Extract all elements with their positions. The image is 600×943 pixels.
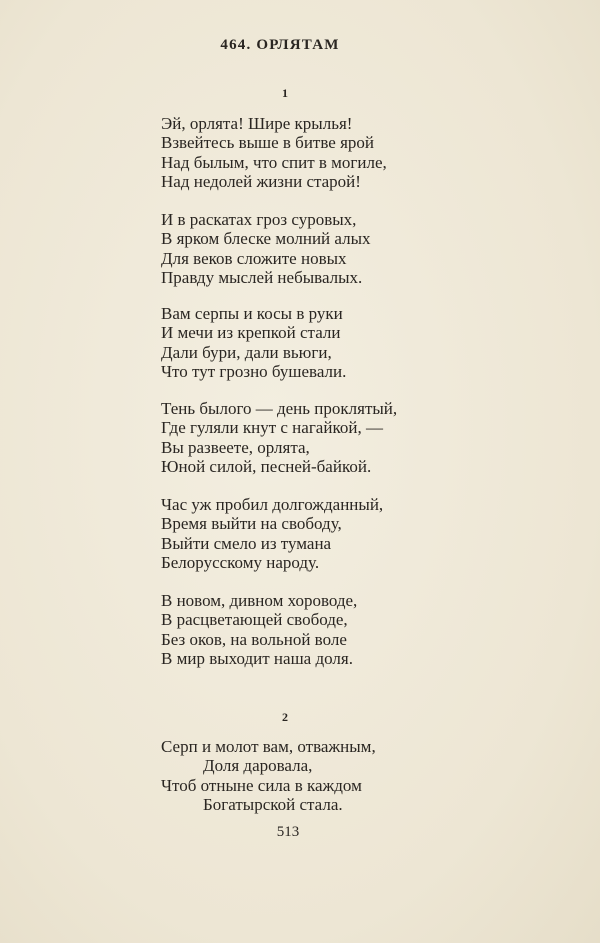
- poem-line: И мечи из крепкой стали: [161, 323, 341, 343]
- stanza: [161, 495, 383, 572]
- poem-line: В ярком блеске молний алых: [161, 229, 371, 249]
- poem-line: Что тут грозно бушевали.: [161, 361, 347, 381]
- poem-line: Доля даровала,: [203, 756, 313, 776]
- poem-line: Час уж пробил долгожданный,: [161, 495, 384, 514]
- poem-line: Юной силой, песней-байкой.: [161, 456, 372, 476]
- poem-line: Богатырской стала.: [203, 794, 343, 814]
- poem-line: Вам серпы и косы в руки: [161, 304, 343, 323]
- poem-line: Для веков сложите новых: [161, 248, 347, 268]
- poem-line: Вы развеете, орлята,: [161, 437, 310, 457]
- poem-line: Чтоб отныне сила в каждом: [161, 775, 362, 795]
- poem-title: 464. ОРЛЯТАМ: [220, 37, 340, 53]
- poem-line: И в раскатах гроз суровых,: [161, 210, 357, 229]
- poem-line: Правду мыслей небывалых.: [161, 267, 363, 287]
- poem-line: Где гуляли кнут с нагайкой, —: [161, 418, 383, 438]
- page-number: 513: [276, 824, 300, 840]
- section-number: 2: [282, 710, 288, 724]
- poem-line: Дали бури, дали вьюги,: [161, 342, 332, 362]
- poem-line: Серп и молот вам, отважным,: [161, 737, 376, 756]
- stanza: [161, 210, 371, 287]
- stanza: [161, 399, 397, 476]
- stanza: [161, 591, 357, 668]
- stanza: [161, 304, 346, 381]
- poem-line: В новом, дивном хороводе,: [161, 591, 358, 610]
- poem-line: В мир выходит наша доля.: [161, 648, 353, 668]
- section-number: 1: [282, 86, 288, 100]
- poem-line: Тень былого — день проклятый,: [161, 399, 398, 418]
- poem-line: Время выйти на свободу,: [161, 514, 342, 534]
- poem-line: В расцветающей свободе,: [161, 610, 348, 630]
- poem-line: Без оков, на вольной воле: [161, 629, 347, 649]
- stanza: [161, 737, 376, 814]
- poem-line: Эй, орлята! Шире крылья!: [161, 114, 353, 133]
- poem-line: Взвейтесь выше в битве ярой: [161, 133, 374, 153]
- poem-line: Белорусскому народу.: [161, 552, 320, 572]
- stanza: [161, 114, 387, 191]
- poem-line: Выйти смело из тумана: [161, 533, 332, 553]
- poem-line: Над былым, что спит в могиле,: [161, 152, 387, 172]
- poem-line: Над недолей жизни старой!: [161, 171, 361, 191]
